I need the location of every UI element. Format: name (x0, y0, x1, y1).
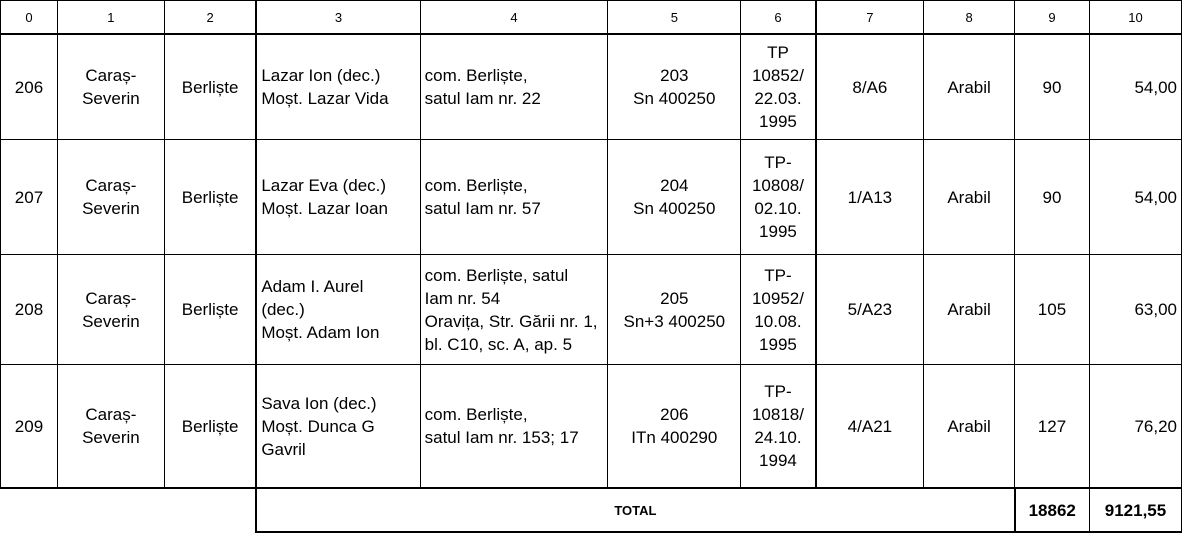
cell-valoare: 54,00 (1089, 140, 1181, 255)
cell-suprafata: 105 (1015, 255, 1090, 365)
cell-line: TP (767, 43, 789, 62)
cell-nume (256, 34, 420, 140)
cell-line: Moșt. Lazar Vida (261, 89, 389, 108)
cell-line: bl. C10, sc. A, ap. 5 (424, 334, 573, 354)
cell-line: Severin (82, 428, 140, 447)
total-label: TOTAL (256, 488, 1014, 532)
table-row (1, 140, 1182, 255)
cell-suprafata: 90 (1015, 140, 1090, 255)
cell-line: Lazar Ion (dec.) (261, 66, 381, 85)
cell-line: Severin (82, 89, 140, 108)
cell-line: Caraș- (85, 405, 137, 424)
total-suprafata: 18862 (1015, 488, 1090, 532)
cell-line: 205 (660, 288, 689, 308)
cell-nume (256, 365, 420, 489)
cell-line: 203 (660, 66, 689, 85)
cell-line: Sn 400250 (633, 199, 716, 218)
cell-adresa (420, 255, 608, 365)
header-cell: 0 (1, 1, 58, 35)
total-row (1, 488, 1182, 532)
cell-line: 206 (660, 405, 689, 424)
cell-line: 10852/ (751, 66, 804, 85)
blank-cell (1, 488, 257, 532)
cell-line: com. Berliște, (424, 405, 528, 424)
cell-parcela: 5/A23 (816, 255, 924, 365)
cell-tp (741, 34, 816, 140)
cell-suprafata: 90 (1015, 34, 1090, 140)
cell-line: Lazar Eva (dec.) (261, 176, 387, 195)
cell-line: 1994 (759, 451, 797, 470)
cell-valoare: 63,00 (1089, 255, 1181, 365)
cell-line: 10.08. (754, 311, 802, 331)
cell-cf (608, 140, 741, 255)
cell-valoare: 76,20 (1089, 365, 1181, 489)
cell-categorie: Arabil (924, 255, 1015, 365)
cell-localitate: Berliște (164, 34, 256, 140)
table-row (1, 34, 1182, 140)
header-cell: 6 (741, 1, 816, 35)
cell-line: TP- (764, 153, 792, 172)
cell-line: Adam I. Aurel (261, 277, 364, 296)
cell-line: com. Berliște, (424, 66, 528, 85)
cell-localitate: Berliște (164, 365, 256, 489)
total-valoare: 9121,55 (1089, 488, 1181, 532)
header-cell: 10 (1089, 1, 1181, 35)
cell-judet (57, 140, 164, 255)
cell-line: TP- (764, 265, 792, 285)
cell-valoare: 54,00 (1089, 34, 1181, 140)
cell-line: 22.03. (754, 89, 802, 108)
cell-line: Iam nr. 54 (424, 288, 501, 308)
cell-line: com. Berliște, satul (424, 265, 569, 285)
header-cell: 9 (1015, 1, 1090, 35)
header-cell: 5 (608, 1, 741, 35)
cell-line: 1995 (759, 334, 797, 354)
cell-categorie: Arabil (924, 34, 1015, 140)
cell-nr: 207 (1, 140, 58, 255)
cell-line: 1995 (759, 112, 797, 131)
cell-line: Caraș- (85, 66, 137, 85)
cell-adresa (420, 365, 608, 489)
cell-line: 204 (660, 176, 689, 195)
cell-line: Severin (82, 199, 140, 218)
cell-judet (57, 255, 164, 365)
cell-suprafata: 127 (1015, 365, 1090, 489)
cell-nume (256, 140, 420, 255)
cell-line: Sn+3 400250 (623, 311, 726, 331)
cell-localitate: Berliște (164, 255, 256, 365)
cell-line: com. Berliște, (424, 176, 528, 195)
cell-cf (608, 365, 741, 489)
cell-line: 10808/ (751, 176, 804, 195)
cell-cf (608, 255, 741, 365)
cell-nr: 206 (1, 34, 58, 140)
cell-line: ITn 400290 (631, 428, 718, 447)
cell-tp (741, 140, 816, 255)
cell-line: satul Iam nr. 153; 17 (424, 428, 579, 447)
cell-line: Moșt. Adam Ion (261, 323, 380, 342)
header-cell: 3 (256, 1, 420, 35)
table-row (1, 365, 1182, 489)
cell-line: Sn 400250 (633, 89, 716, 108)
cell-line: Gavril (261, 439, 306, 459)
cell-tp (741, 255, 816, 365)
header-cell: 7 (816, 1, 924, 35)
header-cell: 8 (924, 1, 1015, 35)
cell-line: Moșt. Lazar Ioan (261, 199, 388, 218)
cell-adresa (420, 140, 608, 255)
table-row (1, 255, 1182, 365)
cell-line: satul Iam nr. 22 (424, 89, 541, 108)
cell-line: Sava Ion (dec.) (261, 393, 377, 413)
cell-nr: 208 (1, 255, 58, 365)
cell-categorie: Arabil (924, 140, 1015, 255)
header-cell: 1 (57, 1, 164, 35)
cell-parcela: 8/A6 (816, 34, 924, 140)
cell-parcela: 4/A21 (816, 365, 924, 489)
cell-line: 10952/ (751, 288, 804, 308)
cell-judet (57, 365, 164, 489)
cell-line: Oravița, Str. Gării nr. 1, (424, 311, 598, 331)
cell-judet (57, 34, 164, 140)
cell-line: (dec.) (261, 300, 305, 319)
cell-line: 1995 (759, 222, 797, 241)
cell-adresa (420, 34, 608, 140)
header-row (1, 1, 1182, 35)
cell-tp (741, 365, 816, 489)
cell-line: Caraș- (85, 176, 137, 195)
cell-line: 02.10. (754, 199, 802, 218)
cell-localitate: Berliște (164, 140, 256, 255)
cell-line: Severin (82, 311, 140, 331)
cell-line: TP- (764, 382, 792, 401)
header-cell: 4 (420, 1, 608, 35)
cell-line: satul Iam nr. 57 (424, 199, 541, 218)
cell-line: 24.10. (754, 428, 802, 447)
cell-parcela: 1/A13 (816, 140, 924, 255)
cell-cf (608, 34, 741, 140)
cell-categorie: Arabil (924, 365, 1015, 489)
cell-nr: 209 (1, 365, 58, 489)
cell-nume (256, 255, 420, 365)
header-cell: 2 (164, 1, 256, 35)
cell-line: Caraș- (85, 288, 137, 308)
cell-line: Moșt. Dunca G (261, 416, 375, 436)
cell-line: 10818/ (751, 405, 804, 424)
